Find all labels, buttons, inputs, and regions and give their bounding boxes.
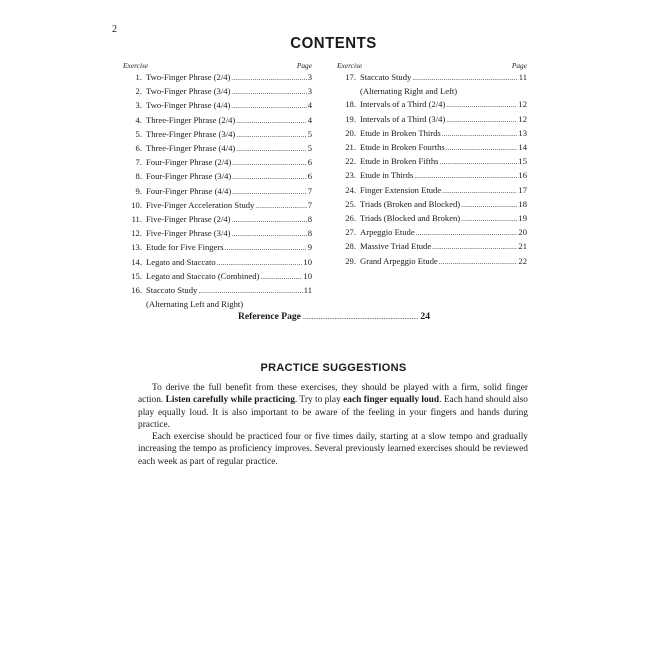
toc-page-number: 10 (303, 270, 312, 281)
leader-dots (461, 212, 517, 226)
toc-page-number: 11 (518, 72, 527, 82)
leader-dots (442, 127, 518, 141)
toc-title: Two-Finger Phrase (2/4) (146, 72, 231, 82)
toc-page-number: 22 (518, 255, 527, 266)
toc-subtitle: (Alternating Left and Right) (146, 299, 244, 310)
toc-title: Arpeggio Etude (360, 227, 415, 238)
practice-text (138, 382, 528, 468)
toc-entry (120, 227, 312, 241)
toc-right-column (334, 61, 527, 269)
toc-entry (120, 256, 312, 270)
page-header: Page (296, 61, 312, 70)
toc-page-number: 7 (307, 185, 312, 196)
leader-dots (232, 156, 306, 170)
toc-number: 21. (345, 142, 356, 153)
toc-page-number: 3 (307, 72, 312, 82)
toc-number: 14. (131, 256, 142, 267)
toc-number: 29. (345, 255, 356, 266)
toc-title: Etude in Broken Thirds (360, 127, 441, 138)
toc-title: Staccato Study (360, 72, 412, 82)
toc-page-number: 5 (307, 128, 312, 139)
toc-page-number: 4 (307, 100, 312, 111)
toc-number: 4. (135, 114, 142, 125)
toc-entry (120, 199, 312, 213)
toc-title: Two-Finger Phrase (4/4) (146, 100, 231, 111)
leader-dots (446, 113, 517, 127)
toc-title: Five-Finger Phrase (3/4) (146, 228, 231, 239)
toc-page-number: 11 (303, 285, 312, 296)
toc-title: Four-Finger Phrase (3/4) (146, 171, 232, 182)
toc-number: 3. (135, 100, 142, 111)
toc-entry (120, 142, 312, 156)
leader-dots (446, 98, 517, 112)
toc-entry (334, 141, 527, 155)
toc-subtitle: (Alternating Right and Left) (360, 86, 458, 97)
toc-title: Triads (Broken and Blocked) (360, 198, 461, 209)
toc-number: 5. (135, 128, 142, 139)
toc-title: Three-Finger Phrase (3/4) (146, 128, 236, 139)
toc-title: Legato and Staccato (Combined) (146, 270, 260, 281)
toc-title: Massive Triad Etude (360, 241, 432, 252)
toc-page-number: 6 (307, 157, 312, 168)
leader-dots (255, 199, 306, 213)
exercise-header: Exercise (337, 61, 363, 70)
toc-number: 1. (135, 72, 142, 82)
toc-column-header (334, 61, 527, 71)
toc-number: 24. (345, 184, 356, 195)
toc-number: 9. (135, 185, 142, 196)
toc-page-number: 16 (518, 170, 527, 181)
toc-entry (334, 98, 527, 112)
toc-entry (120, 156, 312, 170)
toc-title: Grand Arpeggio Etude (360, 255, 438, 266)
toc-entry (334, 255, 527, 269)
toc-page-number: 21 (518, 241, 527, 252)
toc-entry (120, 270, 312, 284)
toc-title: Staccato Study (146, 285, 198, 296)
leader-dots (232, 170, 306, 184)
leader-dots (414, 169, 517, 183)
toc-page-number: 10 (303, 256, 312, 267)
leader-dots (198, 284, 302, 298)
toc-entry (334, 226, 527, 240)
leader-dots (303, 311, 418, 322)
toc-title: Etude in Broken Fifths (360, 156, 439, 167)
leader-dots (412, 71, 517, 85)
toc-entry (334, 240, 527, 254)
toc-title: Four-Finger Phrase (2/4) (146, 157, 232, 168)
toc-entry (334, 169, 527, 183)
toc-number: 20. (345, 127, 356, 138)
toc-entry (120, 114, 312, 128)
toc-page-number: 8 (307, 228, 312, 239)
toc-page-number: 9 (307, 242, 312, 253)
reference-page-entry (238, 311, 430, 322)
practice-paragraph-1 (138, 382, 528, 431)
toc-title: Five-Finger Acceleration Study (146, 199, 255, 210)
toc-entry (120, 284, 312, 298)
toc-number: 22. (345, 156, 356, 167)
toc-entry (334, 113, 527, 127)
toc-page-number: 5 (307, 143, 312, 154)
leader-dots (439, 255, 518, 269)
leader-dots (236, 114, 306, 128)
toc-entry (120, 185, 312, 199)
leader-dots (446, 141, 518, 155)
toc-number: 19. (345, 113, 356, 124)
toc-title: Three-Finger Phrase (2/4) (146, 114, 236, 125)
emphasis-listen: Listen carefully while practicing (165, 395, 295, 406)
leader-dots (236, 128, 306, 142)
toc-number: 13. (131, 242, 142, 253)
toc-number: 15. (131, 270, 142, 281)
leader-dots (232, 185, 306, 199)
leader-dots (232, 213, 307, 227)
toc-number: 16. (131, 285, 142, 296)
toc-page-number: 7 (307, 199, 312, 210)
reference-label: Reference Page (238, 311, 301, 322)
toc-title: Legato and Staccato (146, 256, 216, 267)
leader-dots (232, 227, 307, 241)
leader-dots (432, 240, 517, 254)
toc-page-number: 4 (307, 114, 312, 125)
toc-page-number: 17 (518, 184, 527, 195)
leader-dots (231, 85, 306, 99)
toc-entry (334, 155, 527, 169)
toc-page-number: 14 (518, 142, 527, 153)
toc-page-number: 3 (307, 86, 312, 97)
toc-entry (120, 71, 312, 85)
toc-entry (120, 213, 312, 227)
leader-dots (231, 71, 306, 85)
toc-title: Intervals of a Third (3/4) (360, 113, 446, 124)
toc-number: 27. (345, 227, 356, 238)
leader-dots (442, 184, 517, 198)
reference-page-number: 24 (420, 311, 430, 322)
toc-entry (334, 184, 527, 198)
toc-entry (334, 212, 527, 226)
toc-entry (120, 85, 312, 99)
toc-entry (120, 241, 312, 255)
exercise-header: Exercise (123, 61, 149, 70)
page-number: 2 (112, 24, 117, 35)
practice-paragraph-2: Each exercise should be practiced four or five times daily, starting at a slow tempo and gradually increasing the tempo as proficiency improves. Several previously learned exercises should be reviewed each week as part of regular practice. (138, 432, 528, 467)
toc-number: 10. (131, 199, 142, 210)
practice-title: PRACTICE SUGGESTIONS (260, 362, 407, 374)
toc-entry (334, 71, 527, 85)
toc-title: Four-Finger Phrase (4/4) (146, 185, 232, 196)
toc-number: 23. (345, 170, 356, 181)
toc-number: 12. (131, 228, 142, 239)
toc-entry (120, 170, 312, 184)
leader-dots (225, 241, 307, 255)
leader-dots (236, 142, 306, 156)
toc-number: 17. (345, 72, 356, 82)
leader-dots (440, 155, 518, 169)
toc-number: 2. (135, 86, 142, 97)
contents-title: CONTENTS (290, 34, 377, 53)
toc-number: 8. (135, 171, 142, 182)
text-run: . Try to play (294, 395, 344, 406)
toc-page-number: 8 (307, 214, 312, 225)
leader-dots (260, 270, 302, 284)
toc-title: Etude in Thirds (360, 170, 414, 181)
toc-page-number: 12 (518, 113, 527, 124)
toc-left-column (120, 61, 312, 311)
text-run: . Each hand should also play equally loud. It is also important to be aware of the feeling in your fingers and hands during practice. (138, 395, 528, 430)
toc-title: Triads (Blocked and Broken) (360, 213, 461, 224)
toc-page-number: 19 (518, 213, 527, 224)
toc-page-number: 6 (307, 171, 312, 182)
toc-page-number: 18 (518, 198, 527, 209)
toc-title: Two-Finger Phrase (3/4) (146, 86, 231, 97)
toc-page-number: 20 (518, 227, 527, 238)
leader-dots (217, 256, 303, 270)
toc-number: 6. (135, 143, 142, 154)
toc-page-number: 15 (518, 156, 527, 167)
leader-dots (416, 226, 518, 240)
toc-entry (334, 198, 527, 212)
toc-title: Finger Extension Etude (360, 184, 442, 195)
toc-entry (334, 127, 527, 141)
toc-page-number: 12 (518, 99, 527, 110)
toc-title: Intervals of a Third (2/4) (360, 99, 446, 110)
emphasis-equal: each finger equally loud (343, 395, 440, 406)
toc-title: Etude in Broken Fourths (360, 142, 445, 153)
toc-entry (120, 99, 312, 113)
toc-title: Five-Finger Phrase (2/4) (146, 214, 231, 225)
toc-number: 28. (345, 241, 356, 252)
toc-number: 18. (345, 99, 356, 110)
toc-number: 11. (131, 214, 142, 225)
toc-number: 25. (345, 198, 356, 209)
toc-title: Three-Finger Phrase (4/4) (146, 143, 236, 154)
leader-dots (231, 99, 306, 113)
leader-dots (461, 198, 517, 212)
page-header: Page (511, 61, 527, 70)
toc-column-header (120, 61, 312, 71)
text-run: To derive the full benefit from these exercises, they should be played with a firm, solid finger action. (138, 383, 528, 406)
toc-number: 7. (135, 157, 142, 168)
toc-page-number: 13 (518, 127, 527, 138)
toc-entry (120, 128, 312, 142)
toc-number: 26. (345, 213, 356, 224)
toc-title: Etude for Five Fingers (146, 242, 224, 253)
